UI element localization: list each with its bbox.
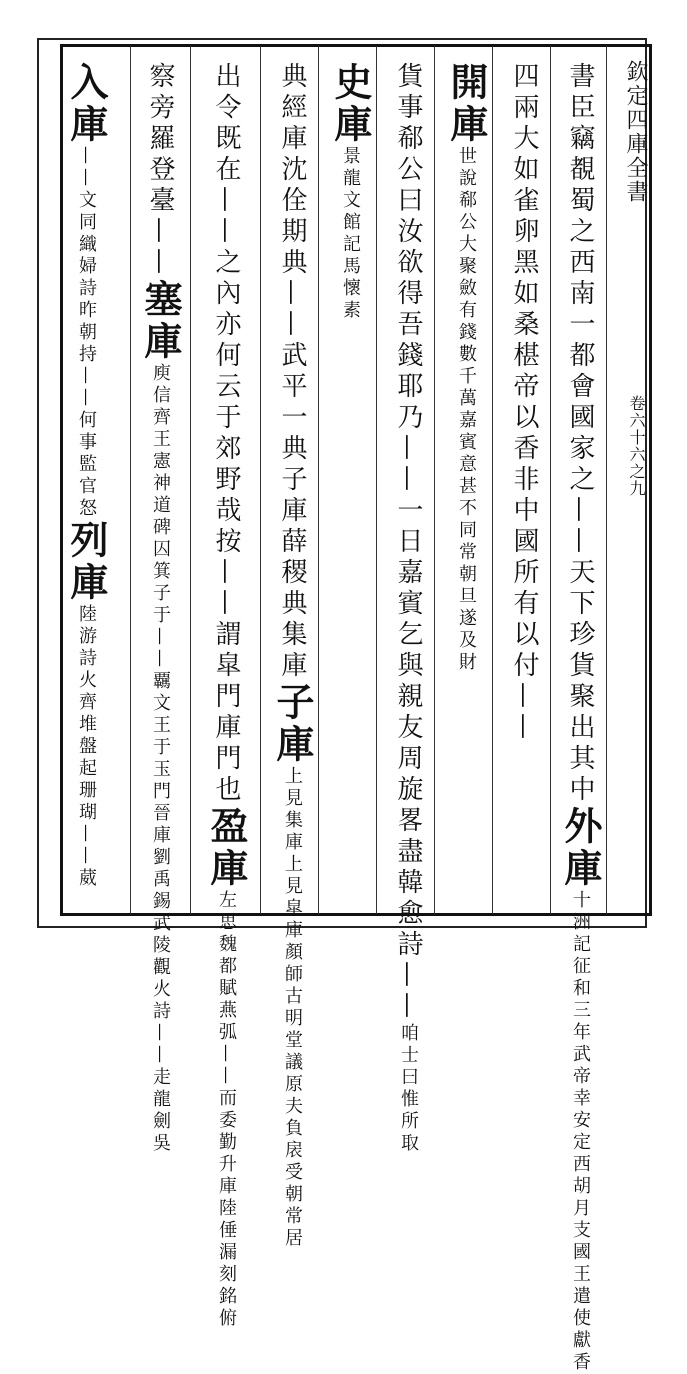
column-rule	[318, 46, 319, 914]
column-rule	[376, 46, 377, 914]
book-title: 欽定四庫全書	[623, 60, 648, 204]
text-column-1: 書臣竊覩蜀之西南一都會國家之——天下珍貨聚出其中外庫十洲記征和三年武帝幸安定西胡月支國王遣使獻香	[558, 62, 603, 1374]
column-rule	[260, 46, 261, 914]
text-column-4: 貨事郗公曰汝欲得吾錢耶乃——一日嘉賓乞與親友周旋畧盡韓愈詩——咱士曰惟所取	[393, 62, 423, 1155]
text-column-8: 察旁羅登臺——塞庫庾信齊王憲神道碑囚箕子于——覊文王于玉門晉庫劉禹錫武陵觀火詩——走龍劍吳	[138, 62, 183, 1155]
column-rule	[130, 46, 131, 914]
text-column-2: 四兩大如雀卵黑如桑椹帝以香非中國所有以付——	[509, 62, 539, 744]
column-rule	[434, 46, 435, 914]
text-column-5: 史庫景龍文館記馬懷素	[328, 62, 373, 322]
text-column-6: 典經庫沈佺期典——武平一典子庫薛稷典集庫子庫上見集庫上見皐庫顏師古明堂議原夫負扆受朝常居	[270, 62, 315, 1250]
column-rule	[492, 46, 493, 914]
text-column-9: 入庫——文同織婦詩昨朝持——何事監官怒列庫陸游詩火齊堆盤起珊瑚——葳	[64, 62, 109, 890]
column-rule	[550, 46, 551, 914]
text-column-7: 出令既在——之內亦何云于郊野哉按——謂皐門庫門也盈庫左思魏都賦燕弧——而委勤升庫陸倕漏刻銘俯	[204, 62, 249, 1330]
volume-label: 卷六十六之九	[627, 395, 646, 497]
text-column-3: 開庫世說郗公大聚斂有錢數千萬嘉賓意甚不同常朝旦遂及財	[444, 62, 489, 674]
column-rule	[190, 46, 191, 914]
column-rule	[606, 46, 607, 914]
